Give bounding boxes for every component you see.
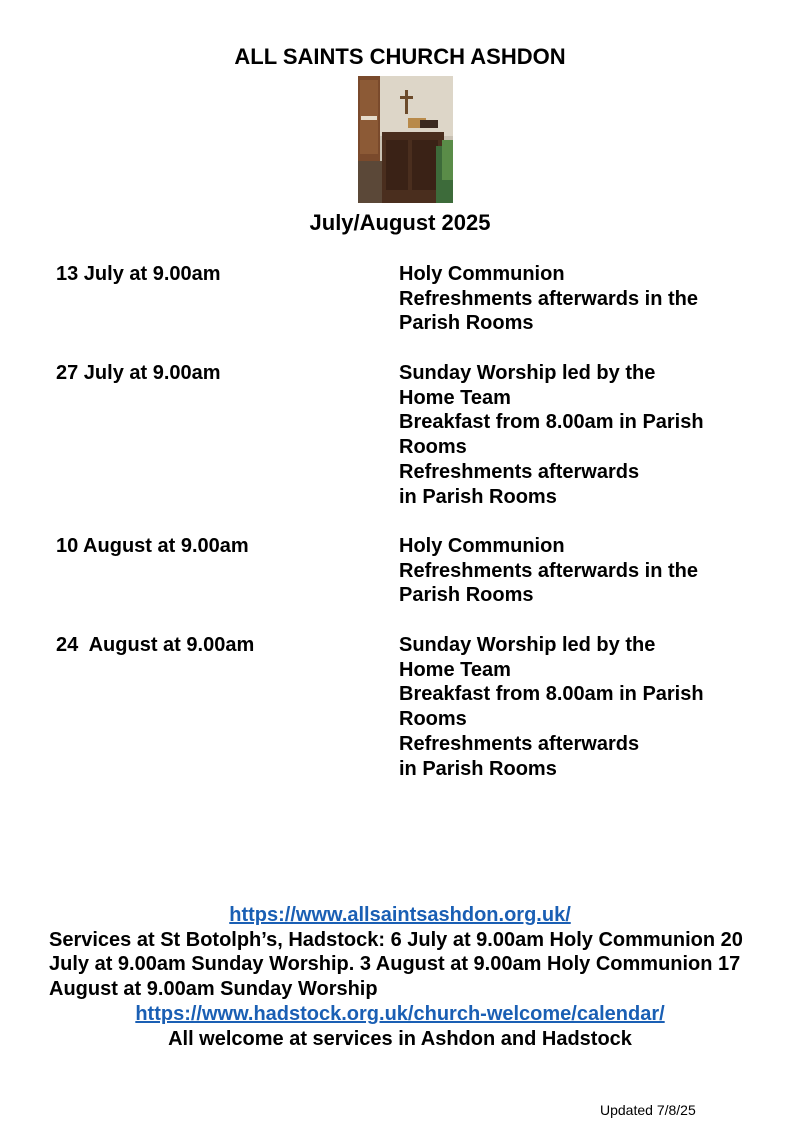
service-date: 10 August at 9.00am	[56, 535, 249, 557]
service-date: 27 July at 9.00am	[56, 362, 221, 384]
service-detail-line: Refreshments afterwards	[399, 732, 640, 755]
service-detail-line: Refreshments afterwards in the	[399, 287, 698, 310]
welcome-text: All welcome at services in Ashdon and Hadstock	[168, 1027, 632, 1050]
service-detail-line: Sunday Worship led by the	[399, 634, 656, 656]
service-detail-line: in Parish Rooms	[399, 485, 557, 508]
service-date: 24 August at 9.00am	[56, 634, 255, 656]
church-pulpit-image	[358, 76, 453, 203]
service-detail-line: Rooms	[399, 708, 467, 731]
service-detail-line: Parish Rooms	[399, 312, 534, 335]
service-detail-line: Sunday Worship led by the	[399, 362, 656, 384]
service-detail-line: Breakfast from 8.00am in Parish	[399, 411, 704, 434]
service-date: 13 July at 9.00am	[56, 263, 221, 285]
service-details	[399, 361, 759, 509]
ashdon-website-link[interactable]: https://www.allsaintsashdon.org.uk/	[229, 904, 571, 926]
document-title: ALL SAINTS CHURCH ASHDON	[234, 44, 566, 69]
service-detail-line: Home Team	[399, 386, 511, 409]
service-details	[399, 262, 759, 336]
service-details	[399, 633, 759, 781]
service-details	[399, 534, 759, 608]
hadstock-services-text: Services at St Botolph’s, Hadstock: 6 July at 9.00am Holy Communion 20 July at 9.00am Sunday Worship. 3 August at 9.00am Holy Communion 17 August at 9.00am Sunday Worship	[49, 928, 743, 1001]
service-detail-line: Holy Communion	[399, 535, 565, 557]
hadstock-calendar-link[interactable]: https://www.hadstock.org.uk/church-welcome/calendar/	[135, 1002, 665, 1025]
service-detail-line: Refreshments afterwards in the	[399, 559, 698, 582]
service-detail-line: Rooms	[399, 436, 467, 459]
footer	[0, 903, 800, 1051]
service-detail-line: Breakfast from 8.00am in Parish	[399, 683, 704, 706]
service-detail-line: Parish Rooms	[399, 584, 534, 607]
service-detail-line: Home Team	[399, 658, 511, 681]
church-pulpit-photo	[358, 76, 453, 203]
service-detail-line: Holy Communion	[399, 263, 565, 285]
service-detail-line: Refreshments afterwards	[399, 460, 640, 483]
updated-date: Updated 7/8/25	[600, 1102, 696, 1118]
service-detail-line: in Parish Rooms	[399, 757, 557, 780]
period-heading: July/August 2025	[309, 210, 491, 235]
